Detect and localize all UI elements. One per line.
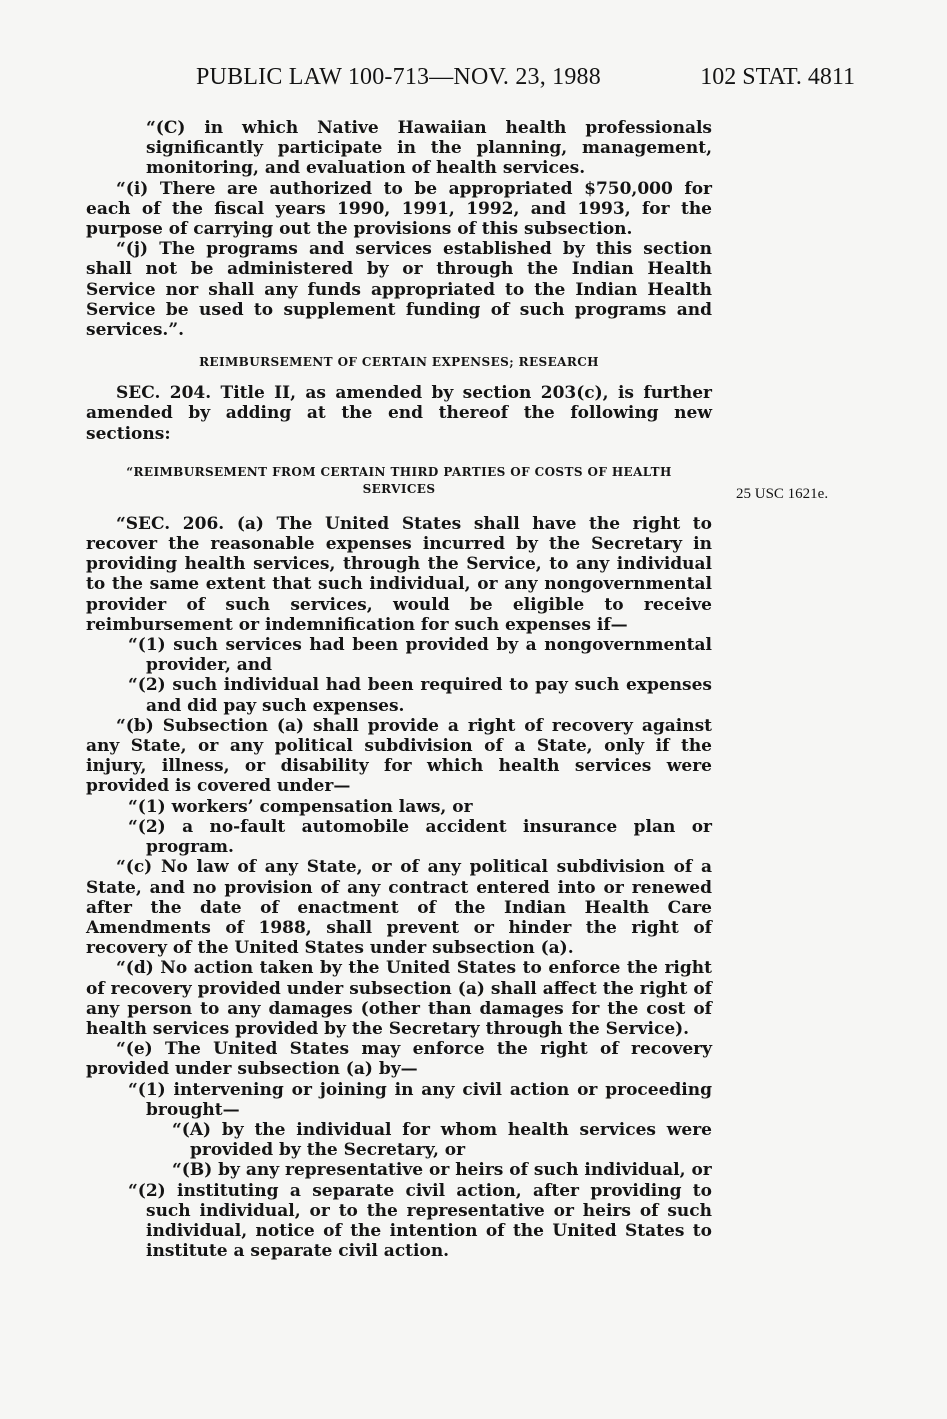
margin-citation: 25 USC 1621e.: [736, 486, 829, 502]
paragraph: “(2) a no-fault automobile accident insurance plan or program.: [128, 816, 712, 858]
section-heading: “REIMBURSEMENT FROM CERTAIN THIRD PARTIES OF COSTS OF HEALTH SERVICES: [126, 464, 672, 496]
paragraph: “(d) No action taken by the United States to enforce the right of recovery provided under subsection (a) shall affect the right of any person to any damages (other than damages for the cost of health services provided by the Secretary through the Service).: [86, 958, 712, 1039]
paragraph: “SEC. 206. (a) The United States shall have the right to recover the reasonable expenses incurred by the Secretary in providing health services, through the Service, to any individual to the same extent that such individual, or any nongovernmental provider of such services, would be eligible to receive reimbursement or indemnification for such expenses if—: [86, 513, 712, 635]
paragraph: “(i) There are authorized to be appropriated $750,000 for each of the fiscal years 1990, 1991, 1992, and 1993, for the purpose of carrying out the provisions of this subsection.: [86, 178, 712, 240]
paragraph: “(B) by any representative or heirs of such individual, or: [172, 1160, 712, 1181]
paragraph: “(2) such individual had been required to pay such expenses and did pay such expenses.: [128, 675, 712, 716]
running-header-title: PUBLIC LAW 100-713—NOV. 23, 1988: [196, 64, 601, 90]
paragraph: “(b) Subsection (a) shall provide a right of recovery against any State, or any political subdivision of a State, only if the injury, illness, or disability for which health services were provided is covered under—: [86, 715, 712, 797]
paragraph: “(e) The United States may enforce the right of recovery provided under subsection (a) by—: [86, 1039, 712, 1080]
section-heading: REIMBURSEMENT OF CERTAIN EXPENSES; RESEARCH: [199, 355, 599, 370]
paragraph: “(A) by the individual for whom health services were provided by the Secretary, or: [172, 1119, 712, 1161]
paragraph: “(c) No law of any State, or of any political subdivision of a State, and no provision of any contract entered into or renewed after the date of enactment of the Indian Health Care Amendments of 1988, shall prevent or hinder the right of recovery of the United States under subsection (a).: [86, 857, 712, 959]
paragraph: “(1) workers’ compensation laws, or: [128, 796, 473, 817]
paragraph: “(1) intervening or joining in any civil action or proceeding brought—: [128, 1079, 712, 1120]
paragraph: “(j) The programs and services established by this section shall not be administered by or through the Indian Health Service nor shall any funds appropriated to the Indian Health Service be used to supplement funding of such programs and services.”.: [86, 239, 712, 341]
paragraph: “(C) in which Native Hawaiian health professionals significantly participate in the planning, management, monitoring, and evaluation of health services.: [146, 118, 712, 179]
paragraph: “(1) such services had been provided by a nongovernmental provider, and: [128, 635, 712, 676]
page-number-stat: 102 STAT. 4811: [700, 64, 855, 90]
paragraph: SEC. 204. Title II, as amended by section 203(c), is further amended by adding at the end thereof the following new sections:: [86, 383, 712, 444]
body-text: [86, 118, 712, 1261]
paragraph: “(2) instituting a separate civil action, after providing to such individual, or to the representative or heirs of such individual, notice of the intention of the United States to institute a separate civil action.: [128, 1180, 712, 1262]
